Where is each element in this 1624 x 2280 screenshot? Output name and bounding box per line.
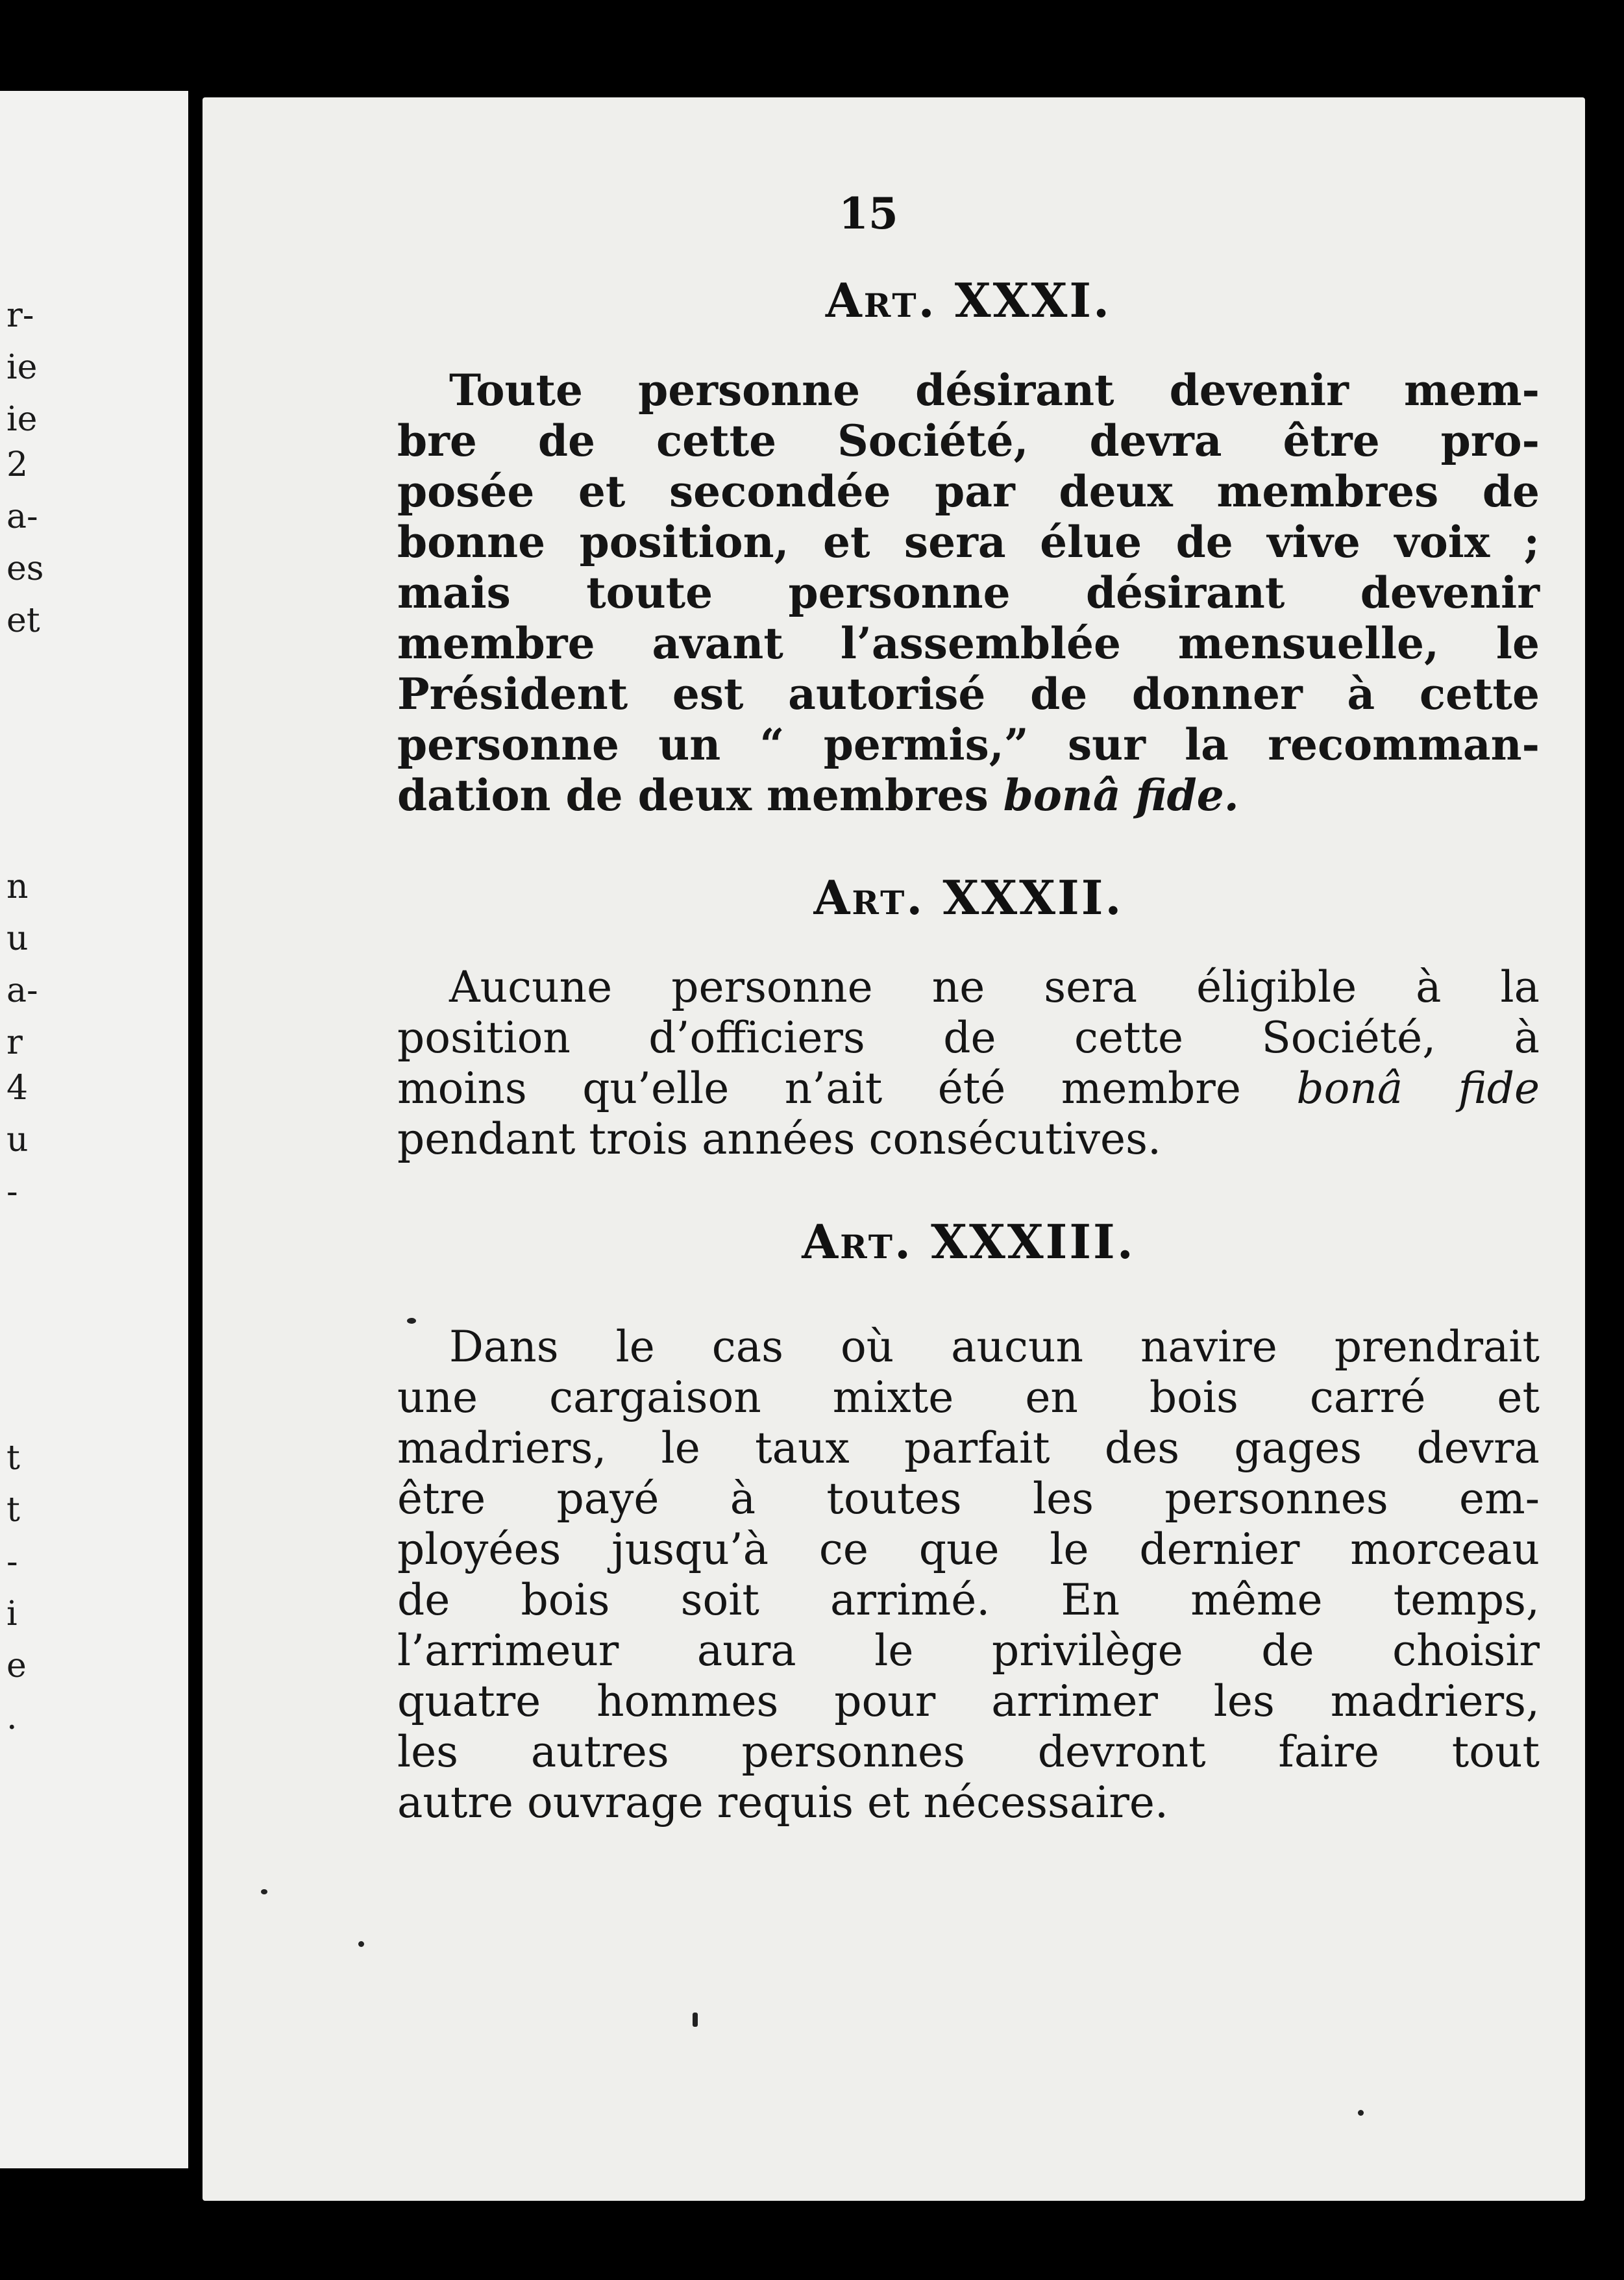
text-line <box>397 770 1540 821</box>
left-fragment: r- <box>6 296 34 335</box>
text-line: position d’officiers de cette Société, à <box>397 1013 1540 1063</box>
text-line: Président est autorisé de donner à cette <box>397 669 1540 720</box>
text-line: une cargaison mixte en bois carré et <box>397 1372 1540 1423</box>
article-heading-text: Art. XXXII. <box>813 870 1124 925</box>
text-line: pendant trois années consécutives. <box>397 1114 1161 1165</box>
article-31 <box>397 273 1540 821</box>
text-fragment: dation de deux membres <box>397 770 989 821</box>
left-fragment: u <box>6 1121 29 1159</box>
left-fragment: ie <box>6 348 38 387</box>
left-fragment: i <box>6 1594 18 1633</box>
page-number: 15 <box>839 188 898 239</box>
text-line: ployées jusqu’à ce que le dernier morceau <box>397 1524 1540 1575</box>
italic-term: bonâ fide. <box>1003 770 1239 821</box>
left-fragment: t <box>6 1439 20 1478</box>
article-33 <box>397 1214 1540 1828</box>
text-line: autre ouvrage requis et nécessaire. <box>397 1778 1168 1828</box>
article-33-body <box>397 1322 1540 1828</box>
left-fragment: ie <box>6 400 38 439</box>
left-fragment: 4 <box>6 1069 29 1108</box>
left-fragment: - <box>6 1543 18 1581</box>
article-32-body <box>397 962 1540 1165</box>
scan-speck <box>1358 2110 1364 2116</box>
text-line: Toute personne désirant devenir mem- <box>449 365 1540 416</box>
text-line: membre avant l’assemblée mensuelle, le <box>397 618 1540 669</box>
left-fragment: t <box>6 1491 20 1530</box>
text-line: bre de cette Société, devra être pro- <box>397 415 1540 467</box>
left-fragment: et <box>6 601 40 640</box>
text-line: de bois soit arrimé. En même temps, <box>397 1575 1540 1626</box>
left-page-fragments <box>0 91 188 2168</box>
article-heading-text: Art. XXXIII. <box>802 1214 1135 1269</box>
left-fragment: a- <box>6 497 38 536</box>
article-heading <box>397 1214 1540 1270</box>
text-line: Aucune personne ne sera éligible à la <box>449 962 1540 1013</box>
article-heading-text: Art. XXXI. <box>825 273 1112 328</box>
left-fragment: a- <box>6 971 38 1010</box>
italic-term: bonâ fide <box>1296 1063 1540 1114</box>
article-32 <box>397 870 1540 1165</box>
text-line: mais toute personne désirant devenir <box>397 567 1540 619</box>
text-line: bonne position, et sera élue de vive voix ; <box>397 517 1540 568</box>
article-heading <box>397 273 1540 328</box>
text-line <box>397 1063 1540 1114</box>
text-line: quatre hommes pour arrimer les madriers, <box>397 1676 1540 1727</box>
article-heading <box>397 870 1540 926</box>
text-line: l’arrimeur aura le privilège de choisir <box>397 1626 1540 1676</box>
text-line: les autres personnes devront faire tout <box>397 1727 1540 1778</box>
text-line: posée et secondée par deux membres de <box>397 466 1540 517</box>
text-line: Dans le cas où aucun navire prendrait <box>449 1322 1540 1372</box>
scan-speck <box>261 1889 267 1894</box>
document-page <box>203 97 1585 2201</box>
left-fragment: r <box>6 1023 23 1062</box>
text-line: madriers, le taux parfait des gages devra <box>397 1423 1540 1474</box>
text-line: personne un “ permis,” sur la recomman- <box>397 719 1540 771</box>
left-fragment: e <box>6 1646 27 1685</box>
scan-speck <box>358 1941 364 1947</box>
left-fragment: es <box>6 549 44 588</box>
article-31-body <box>397 365 1540 821</box>
left-page-edge <box>0 91 188 2168</box>
text-line: être payé à toutes les personnes em- <box>397 1474 1540 1524</box>
scan-speck <box>693 2013 698 2027</box>
left-fragment: u <box>6 919 29 958</box>
left-fragment: . <box>6 1698 18 1737</box>
left-fragment: - <box>6 1172 18 1211</box>
text-fragment: moins qu’elle n’ait été membre <box>397 1063 1241 1114</box>
left-fragment: 2 <box>6 445 29 484</box>
scan-speck <box>407 1318 416 1324</box>
left-fragment: n <box>6 867 29 906</box>
